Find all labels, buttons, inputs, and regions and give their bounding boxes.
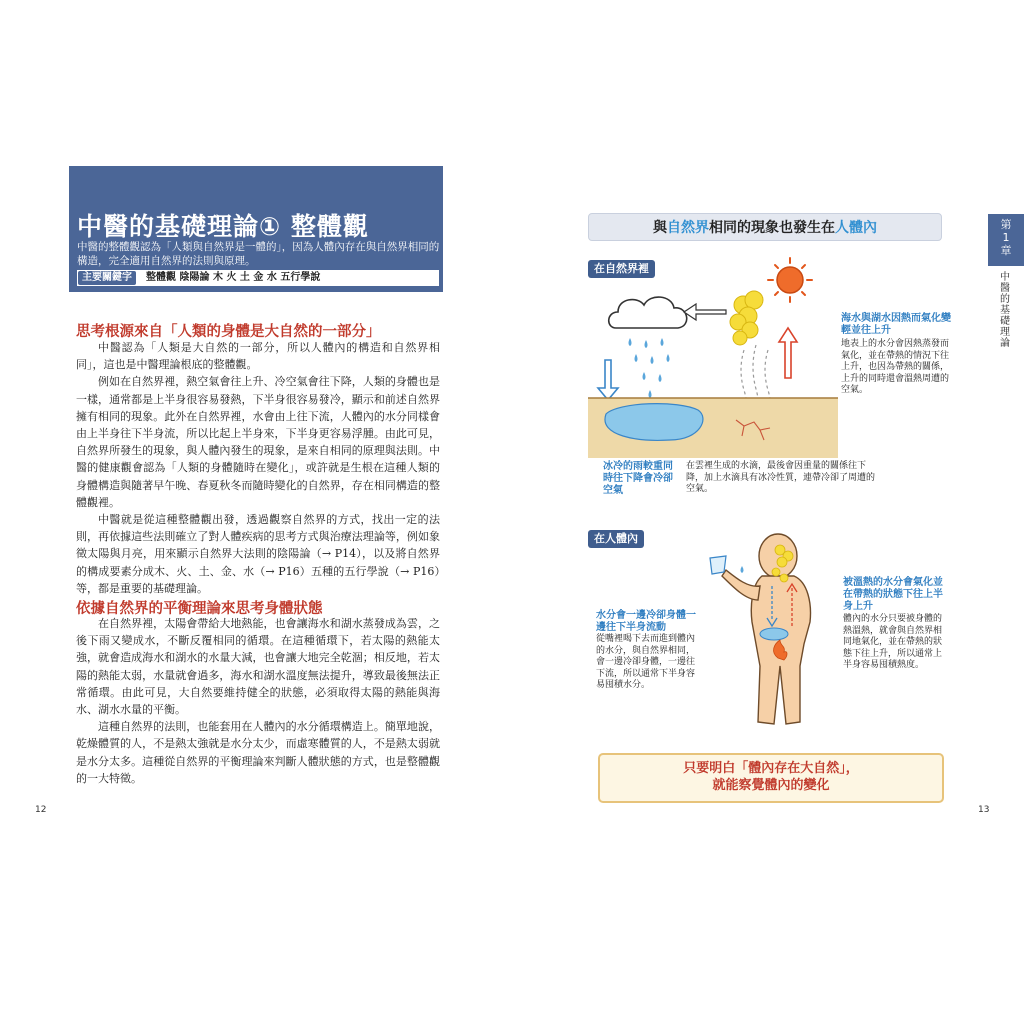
body-caption-1-text: 體內的水分只要被身體的熱溫熱，就會與自然界相同地氣化，並在帶熱的狀態下往上升，所以通常上半身容易囤積熱度。 (843, 614, 943, 670)
keyword-tag: 主要關鍵字 (78, 271, 136, 285)
paragraph: 中醫認為「人類是大自然的一部分，所以人體內的構造和自然界相同」，這也是中醫理論根底的整體觀。 (76, 341, 440, 372)
header-description: 中醫的整體觀認為「人類與自然界是一體的」，因為人體內存在與自然界相同的構造，完全適用自然界的法則與原理。 (77, 241, 440, 267)
section-body-2 (76, 615, 440, 787)
cloud-icon (609, 297, 687, 328)
nature-illustration (588, 250, 848, 460)
paragraph: 例如在自然界裡，熱空氣會往上升、冷空氣會往下降，人類的身體也是一樣，通常都是上半身很容易發熱，下半身很容易發冷，顯示和前述自然界擁有相同的現象。此外在自然界裡，水會由上往下流，人體內的水分同樣會由上半身往下半身流，所以比起上半身來，下半身更容易浮腫。由此可見，自然界所發生的現象，與人體內發生的現象，是來自相同的原理與法則。中醫的健康觀會認為「人類的身體隨時在變化」，或許就是生根在這種人類的身體構造與隨著早午晚、春夏秋冬而隨時變化的自然界，存在相同構造的整體觀裡。 (76, 375, 440, 509)
section-title-1: 思考根源來自「人類的身體是大自然的一部分」 (76, 324, 381, 340)
chapter-subtitle: 中醫的基礎理論 (1000, 272, 1010, 349)
sun-icon (768, 258, 812, 302)
lake-icon (605, 404, 703, 441)
cup-icon (710, 556, 726, 574)
keyword-list: 整體觀 陰陽論 木 火 土 金 水 五行學說 (146, 272, 321, 283)
arrow-left-icon (684, 304, 726, 320)
stomach-water-icon (760, 628, 788, 640)
section-title-2: 依據自然界的平衡理論來思考身體狀態 (76, 601, 323, 617)
body-caption-1-title: 被溫熱的水分會氣化並在帶熱的狀態下往上半身上升 (843, 577, 943, 612)
nature-caption-2-text: 在雲裡生成的水滴，最後會因重量的關係往下降，加上水滴具有冰冷性質，連帶冷卻了周遭的空氣。 (686, 461, 876, 494)
nature-caption-1-text: 地表上的水分會因熱蒸發而氣化，並在帶熱的情況下往上升，也因為帶熱的關係，上升的同時還會溫熱周遭的空氣。 (841, 339, 950, 395)
section-body-1 (76, 339, 440, 597)
banner-text: 與自然界相同的現象也發生在人體內 (653, 220, 877, 236)
paragraph: 中醫就是從這種整體觀出發，透過觀察自然界的方式，找出一定的法則，再依據這些法則確立了對人體疾病的思考方式與治療法理論等，例如象徵太陽與月亮，用來顯示自然界大法則的陰陽論（→ P14），以及將自然界的構成要素分成木、火、土、金、水（→ P16）五種的五行學說（→ P16）等，都是重要的基礎理論。 (76, 513, 440, 595)
paragraph: 在自然界裡，太陽會帶給大地熱能，也會讓海水和湖水蒸發成為雲，之後下雨又變成水，不斷反覆相同的循環。在這種循環下，若太陽的熱能太強，就會造成海水和湖水的水量大減，也會讓大地完全乾涸；相反地，若太陽的熱能太弱，水量就會過多，海水和湖水溫度無法提升，導致最後無法正常循環。由此可見，大自然要維持健全的狀態，必須取得太陽的熱能與海水、湖水水量的平衡。 (76, 617, 440, 717)
body-caption-2-text: 從嘴裡喝下去而進到體內的水分，與自然界相同，會一邊冷卻身體，一邊往下流，所以通常下半身容易囤積水分。 (596, 634, 696, 690)
page-number-left: 12 (35, 805, 47, 815)
page-title: 中醫的基礎理論① 整體觀 (77, 212, 369, 241)
human-body-illustration (700, 526, 830, 731)
summary-text: 只要明白「體內存在大自然」， 就能察覺體內的變化 (683, 761, 859, 793)
nature-tag: 在自然界裡 (588, 260, 655, 278)
page-number-right: 13 (978, 805, 990, 815)
body-caption-2-title: 水分會一邊冷卻身體一邊往下半身流動 (596, 610, 696, 633)
chapter-label: 第 1 章 (1000, 218, 1012, 257)
vapor-cloud-icon (730, 291, 763, 345)
nature-caption-1-title: 海水與湖水因熱而氣化變輕並往上升 (841, 313, 951, 336)
nature-caption-2-title: 冰冷的雨較重同時往下降會冷卻空氣 (603, 461, 673, 496)
arrow-down-icon (598, 360, 618, 400)
body-tag: 在人體內 (588, 530, 644, 548)
paragraph: 這種自然界的法則，也能套用在人體內的水分循環構造上。簡單地說，乾燥體質的人，不是熱太強就是水分太少，而虛寒體質的人，不是熱太弱就是水分太多。這種從自然界的平衡理論來判斷人體狀態的方式，也是整體觀的一大特徵。 (76, 720, 440, 785)
arrow-up-icon (779, 328, 797, 378)
